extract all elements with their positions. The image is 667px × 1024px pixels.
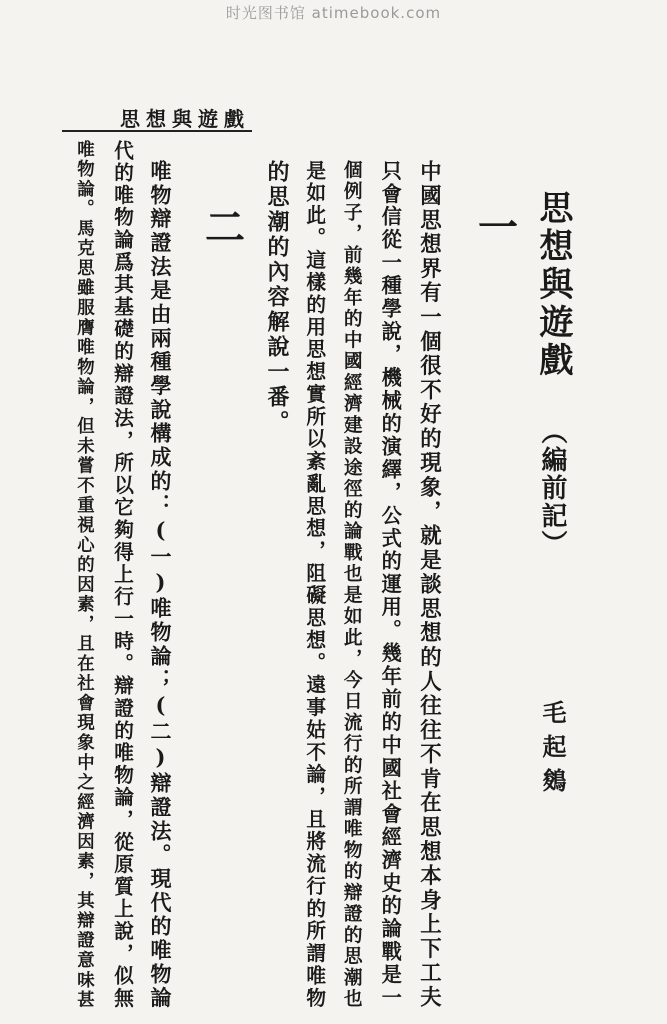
section-1-line: 中國思想界有一個很不好的現象，就是談思想的人往往不肯在思想本身上下工夫: [416, 160, 442, 1010]
header-rule: [62, 130, 252, 132]
section-2-line: 唯物論。馬克思雖服膺唯物論，但未嘗不重視心的因素，且在社會現象中之經濟因素，其辯證意味甚: [73, 140, 94, 1010]
watermark: 时光图书馆 atimebook.com: [225, 4, 442, 22]
section-number-1: 一: [478, 204, 518, 251]
section-1-line: 是如此。這樣的用思想實所以紊亂思想，阻礙思想。遠事姑不論，且將流行的所謂唯物: [302, 160, 326, 1010]
author-name: 毛起鵕: [538, 700, 567, 802]
section-1-line: 的思潮的內容解說一番。: [264, 160, 290, 435]
section-number-2: 二: [205, 204, 245, 251]
article-subtitle: （編前記）: [537, 418, 567, 558]
section-2-line: 唯物辯證法是由兩種學說構成的：(一)唯物論；(二)辯證法。現代的唯物論: [147, 160, 173, 1011]
section-2-line: 代的唯物論爲其基礎的辯證法，所以它夠得上行一時。辯證的唯物論，從原質上說，似無: [110, 140, 134, 1010]
article-title: 思想與遊戲: [533, 190, 573, 380]
section-1-line: 個例子，前幾年的中國經濟建設途徑的論戰也是如此，今日流行的所謂唯物的辯證的思潮也: [340, 160, 363, 1010]
section-1-line: 只會信從一種學說，機械的演繹，公式的運用。幾年前的中國社會經濟史的論戰是一: [378, 160, 403, 1010]
running-head: 思想與遊戲: [120, 107, 250, 131]
